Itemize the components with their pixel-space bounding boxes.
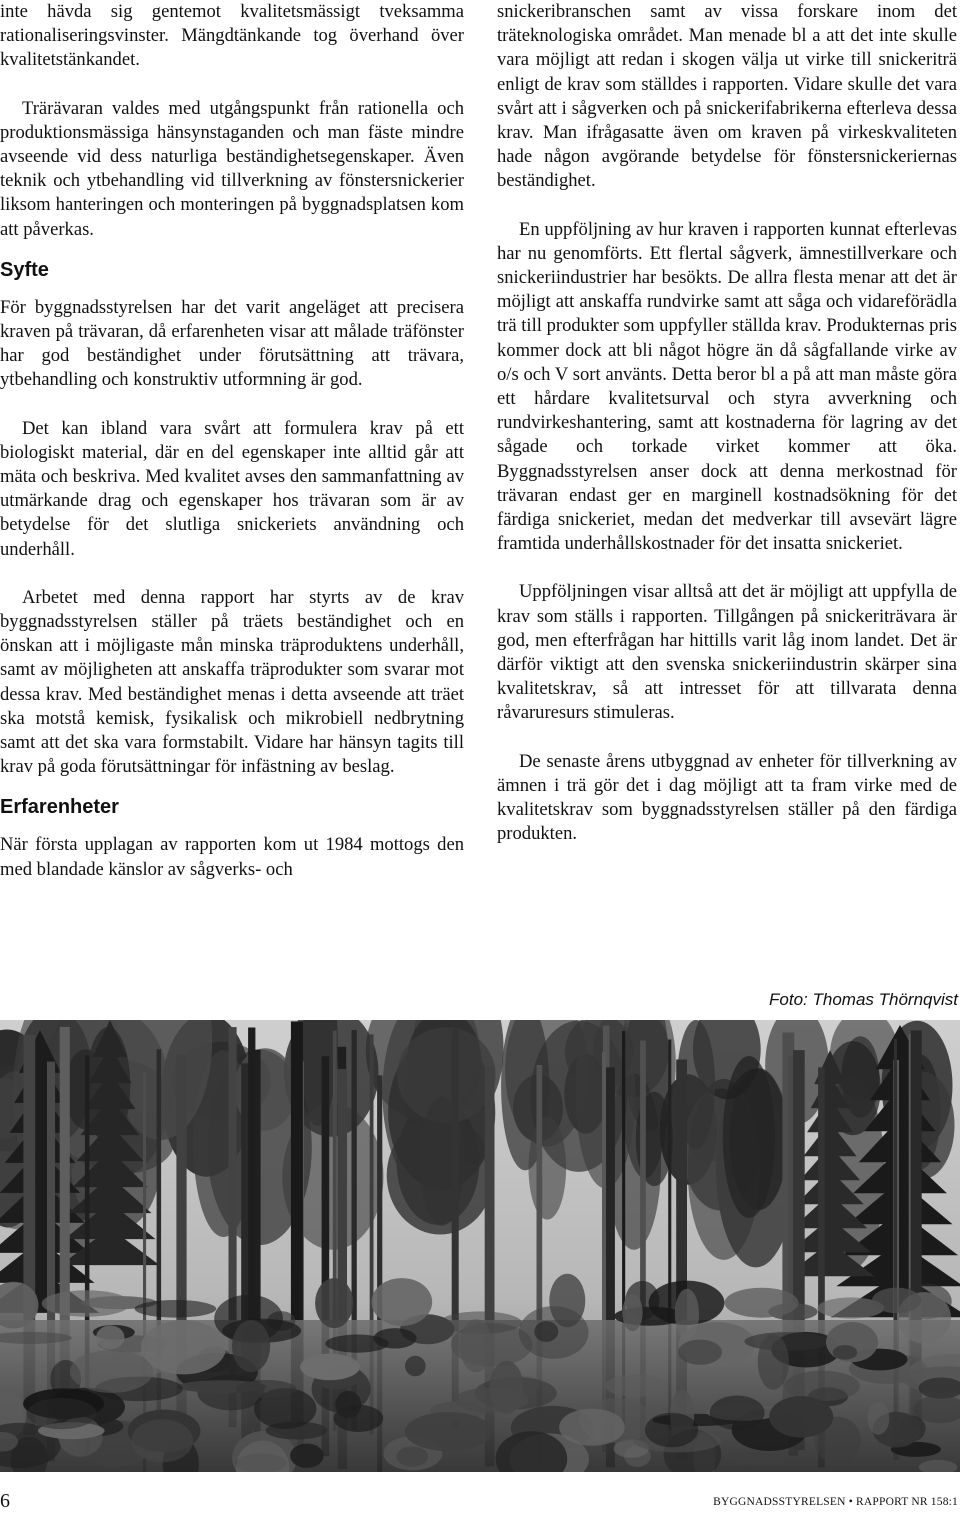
paragraph: Det kan ibland vara svårt att formulera krav på ett biologiskt material, där en del egenskaper inte alltid går att mäta och beskriva. Med kvalitet avses den sammanfattning av utmärkande drag och egenskaper hos trävaran som är av betydelse för det slutliga snickeriets användning och underhåll. (0, 417, 464, 560)
paragraph: De senaste årens utbyggnad av enheter för tillverkning av ämnen i trä gör det i dag möjligt att ta fram virke med de kvalitetskrav som byggnadsstyrelsen ställer på den färdiga produkten. (497, 750, 957, 845)
forest-photo (0, 1020, 960, 1472)
paragraph: När första upplagan av rapporten kom ut 1984 mottogs den med blandade känslor av sågverks- och (0, 834, 464, 880)
forest-photo-graphic (0, 1020, 960, 1472)
left-column (0, 0, 464, 882)
footer-report-id: BYGGNADSSTYRELSEN • RAPPORT NR 158:1 (713, 1496, 958, 1508)
paragraph: Arbetet med denna rapport har styrts av de krav byggnadsstyrelsen ställer på träets beständighet och en önskan att i möjligaste mån minska träproduktens underhåll, samt av möjligheten att anskaffa träprodukter som svarar mot dessa krav. Med beständighet menas i detta avseende att träet ska motstå kemisk, fysikalisk och mikrobiell nedbrytning samt att det ska vara formstabilt. Vidare har hänsyn tagits till krav på goda förutsättningar för infästning av beslag. (0, 586, 464, 778)
paragraph: snickeribranschen samt av vissa forskare inom det träteknologiska området. Man menade bl a att det inte skulle vara möjligt att redan i skogen välja ut virke till snickeriträ enligt de krav som ställdes i rapporten. Vidare skulle det vara svårt att i sågverken och på snickerifabrikerna efterleva dessa krav. Man ifrågasatte även om kraven på virkeskvaliteten hade någon avgörande betydelse för fönstersnickeriernas beständighet. (497, 1, 957, 192)
paragraph: Trärävaran valdes med utgångspunkt från rationella och produktionsmässiga hänsynstaganden och man fäste mindre avseende vid dess naturliga beständighetsegenskaper. Även teknik och ytbehandling vid tillverkning av fönstersnickerier liksom hanteringen och monteringen på byggnadsplatsen kom att påverkas. (0, 97, 464, 240)
section-heading-erfarenheter: Erfarenheter (0, 796, 119, 819)
paragraph: Uppföljningen visar alltså att det är möjligt att uppfylla de krav som ställs i rapporten. Tillgången på snickeriträvara är god, men efterfrågan har hittills varit låg inom landet. Det är därför viktigt att den svenska snickeriindustrin skärper sina kvalitetskrav, så att intresset för att tillvarata denna råvaruresurs stimuleras. (497, 581, 957, 724)
right-column (497, 0, 957, 847)
page-number: 6 (0, 1490, 10, 1512)
paragraph: För byggnadsstyrelsen har det varit angeläget att precisera kraven på trävaran, då erfarenheten visar att målade träfönster har god beständighet under förutsättning att trävara, ytbehandling och konstruktiv utformning är god. (0, 296, 464, 391)
paragraph: inte hävda sig gentemot kvalitetsmässigt tveksamma rationaliseringsvinster. Mängdtänkande tog överhand över kvalitetstänkandet. (0, 1, 464, 71)
photo-caption: Foto: Thomas Thörnqvist (769, 990, 958, 1009)
section-heading-syfte: Syfte (0, 258, 49, 281)
paragraph: En uppföljning av hur kraven i rapporten kunnat efterlevas har nu genomförts. Ett flertal sågverk, ämnestillverkare och snickeriindustrier har besökts. De allra flesta menar att det är möjligt att anskaffa rundvirke samt att såga och vidareförädla trä till produkter som uppfyller ställda krav. Produkternas pris kommer dock att bli något högre än då sågfallande virke av o/s och V sort använts. Detta beror bl a på att man måste göra ett hårdare kvalitetsurval och styra avverkning och rundvirkeshantering, samt att kostnaderna för lagring av det sågade och torkade virket kommer att öka. Byggnadsstyrelsen anser dock att denna merkostnad för trävaran endast ger en marginell kostnadsökning för det färdiga snickeriet, medan det medverkar till avsevärt lägre framtida underhållskostnader för det insatta snickeriet. (497, 218, 957, 555)
